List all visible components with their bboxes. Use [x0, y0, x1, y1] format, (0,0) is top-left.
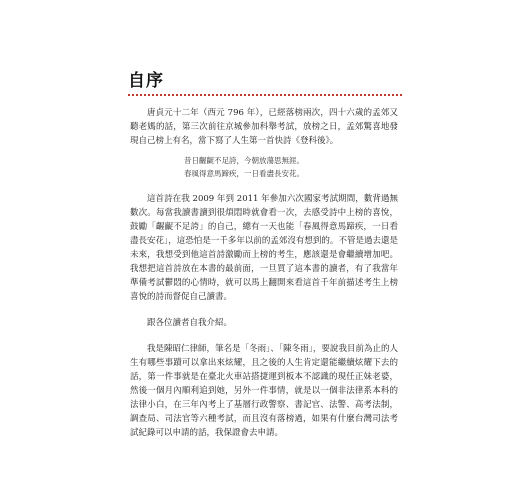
poem-line: 春風得意馬蹄疾，一日看盡長安花。	[184, 169, 304, 178]
page-title: 自序	[128, 71, 164, 91]
page-body	[130, 106, 398, 440]
paragraph-poem-story: 這首詩在我 2009 年到 2011 年參加六次國家考試期間，數背過無數次。每當我讀書讀到很煩悶時就會看一次，去感受詩中上榜的喜悅，鼓勵「齷齪不足誇」的自己，總有一天也能「春風得意馬蹄疾，一日看盡長安花」，這恐怕是一千多年以前的孟郊沒有想到的。不管是過去還是未來，我想受到他這首詩激勵而上榜的考生，應該還是會繼續增加吧。我想把這首詩放在本書的最前面，一旦買了這本書的讀者，有了我當年準備考試鬱悶的心情時，就可以馬上翻開來看這首千年前描述考生上榜喜悅的詩而督促自己讀書。	[130, 194, 398, 302]
paragraph-intro: 唐貞元十二年（西元 796 年），已經落榜兩次，四十六歲的孟郊又聽老媽的話，第三次前往京城參加科舉考試，放榜之日，孟郊驚喜地發現自己榜上有名，當下寫了人生第一首快詩《登科後》。	[130, 108, 398, 146]
title-divider	[128, 94, 402, 96]
poem-block	[130, 154, 398, 180]
paragraph-greeting: 跟各位讀者自我介紹。	[147, 318, 233, 328]
paragraph-self-intro: 我是陳昭仁律師，筆名是「冬雨」、「陳冬雨」，要說我目前為止的人生有哪些事蹟可以拿出來炫耀，且之後的人生肯定還能繼續炫耀下去的話，第一件事就是在臺北火車站搭捷運到板本不認識的現任正妹老婆，然後一個月內順利追到她，另外一件事情，就是以一個非法律系本科的法律小白，在三年內考上了基層行政警察、書記官、法警、高考法制，調查局、司法官等六種考試，而且沒有落榜過，如果有什麼台灣司法考試紀錄可以申請的話，我保證會去申請。	[130, 344, 398, 438]
poem-line: 昔日齷齪不足誇，今朝放蕩思無涯。	[184, 156, 304, 165]
